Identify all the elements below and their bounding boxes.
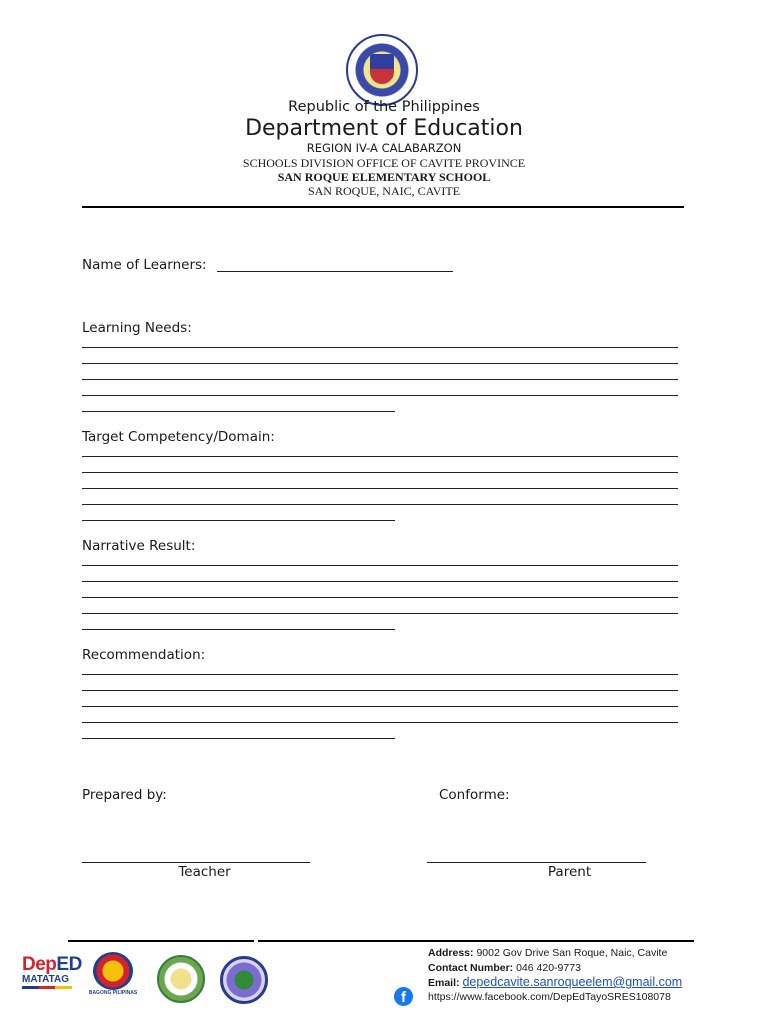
footer-divider-left (68, 940, 254, 942)
parent-label: Parent (547, 864, 592, 880)
target-competency-line[interactable] (82, 472, 678, 473)
footer-contact (428, 962, 581, 974)
target-competency-line[interactable] (82, 456, 678, 457)
teacher-signature-line[interactable] (82, 862, 310, 863)
division-line: SCHOOLS DIVISION OFFICE OF CAVITE PROVINCE (242, 156, 526, 170)
contact-value: 046 420-9773 (516, 962, 581, 974)
footer-address (428, 947, 667, 959)
prepared-by-label: Prepared by: (82, 787, 167, 803)
footer-divider-right (258, 940, 694, 942)
email-label: Email: (428, 977, 460, 989)
facebook-url[interactable]: https://www.facebook.com/DepEdTayoSRES108078 (428, 991, 671, 1003)
header-divider (82, 206, 684, 208)
recommendation-line[interactable] (82, 674, 678, 675)
narrative-result-label: Narrative Result: (82, 538, 196, 554)
school-seal-logo (220, 956, 268, 1004)
target-competency-line[interactable] (82, 520, 395, 521)
recommendation-line[interactable] (82, 738, 395, 739)
learning-needs-line[interactable] (82, 347, 678, 348)
school-address: SAN ROQUE, NAIC, CAVITE (307, 184, 461, 198)
target-competency-line[interactable] (82, 504, 678, 505)
address-value: 9002 Gov Drive San Roque, Naic, Cavite (476, 947, 668, 959)
recommendation-line[interactable] (82, 706, 678, 707)
narrative-result-line[interactable] (82, 613, 678, 614)
narrative-result-line[interactable] (82, 565, 678, 566)
name-of-learners-field[interactable] (217, 271, 453, 272)
learning-needs-line[interactable] (82, 411, 395, 412)
narrative-result-line[interactable] (82, 629, 395, 630)
parent-signature-line[interactable] (427, 862, 646, 863)
footer-email (428, 975, 682, 989)
narrative-result-line[interactable] (82, 597, 678, 598)
deped-seal-logo (346, 34, 418, 106)
conforme-label: Conforme: (439, 787, 510, 803)
school-name: SAN ROQUE ELEMENTARY SCHOOL (277, 170, 491, 184)
republic-line: Republic of the Philippines (288, 99, 480, 115)
district-naic-logo (157, 955, 205, 1003)
target-competency-label: Target Competency/Domain: (82, 429, 275, 445)
bagong-pilipinas-logo: BAGONG PILIPINAS (88, 952, 138, 1002)
address-label: Address: (428, 947, 474, 959)
name-of-learners-label: Name of Learners: (82, 257, 207, 273)
department-title: Department of Education (245, 116, 523, 141)
learning-needs-line[interactable] (82, 395, 678, 396)
contact-label: Contact Number: (428, 962, 514, 974)
email-link[interactable]: depedcavite.sanroqueelem@gmail.com (462, 975, 683, 989)
narrative-result-line[interactable] (82, 581, 678, 582)
deped-matatag-logo: DepED MATATAG (22, 954, 78, 1000)
learning-needs-label: Learning Needs: (82, 320, 192, 336)
region-line: REGION IV-A CALABARZON (306, 141, 462, 155)
learning-needs-line[interactable] (82, 379, 678, 380)
facebook-icon[interactable]: f (394, 987, 413, 1006)
recommendation-label: Recommendation: (82, 647, 206, 663)
teacher-label: Teacher (178, 864, 231, 880)
recommendation-line[interactable] (82, 722, 678, 723)
recommendation-line[interactable] (82, 690, 678, 691)
target-competency-line[interactable] (82, 488, 678, 489)
learning-needs-line[interactable] (82, 363, 678, 364)
